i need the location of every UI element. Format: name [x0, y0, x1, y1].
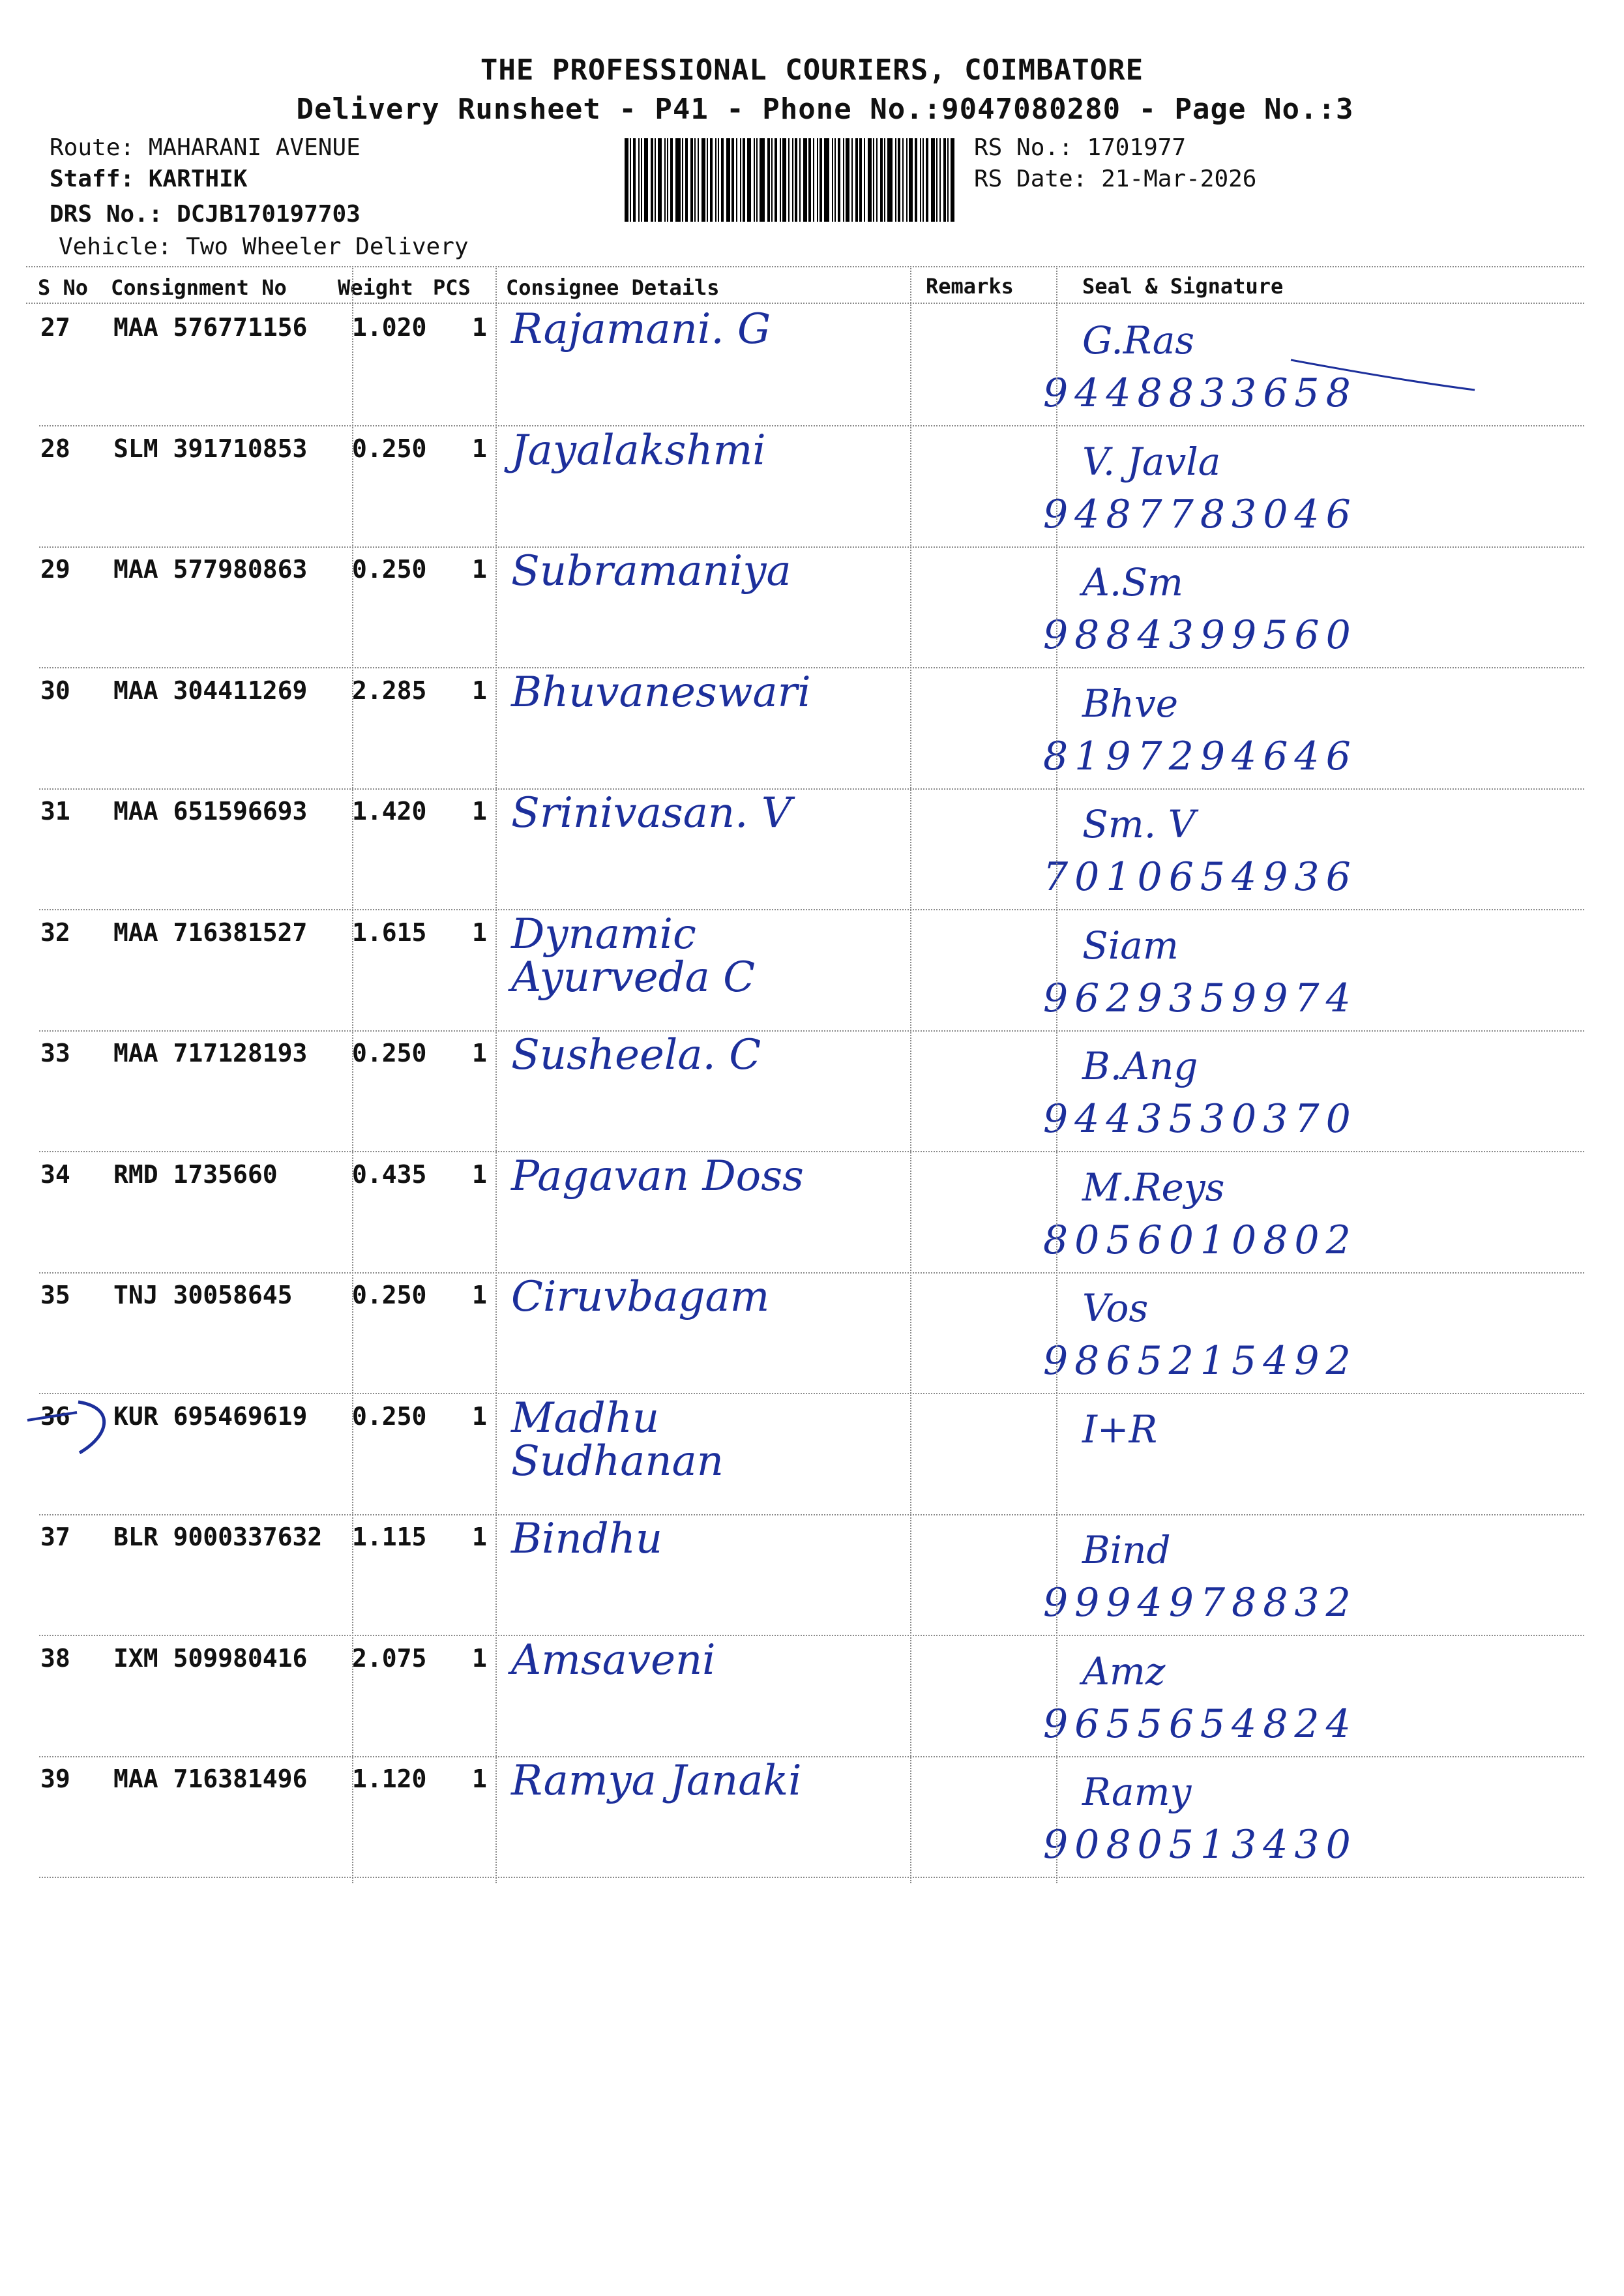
- handwritten-consignee: Bindhu: [511, 1515, 663, 1563]
- handwritten-phone: 9629359974: [1043, 976, 1357, 1021]
- cell-weight: 2.075: [352, 1644, 427, 1673]
- handwritten-phone: 8197294646: [1043, 734, 1357, 779]
- cell-sno: 36: [40, 1402, 70, 1431]
- handwritten-phone: 7010654936: [1043, 854, 1357, 900]
- vehicle-label: Vehicle: Two Wheeler Delivery: [59, 233, 469, 260]
- cell-weight: 0.435: [352, 1160, 427, 1189]
- cell-pcs: 1: [472, 797, 487, 826]
- handwritten-consignee: Bhuvaneswari: [511, 668, 811, 717]
- handwritten-consignee: Srinivasan. V: [511, 789, 792, 837]
- cell-sno: 31: [40, 797, 70, 826]
- drs-number: DRS No.: DCJB170197703: [50, 201, 361, 228]
- staff-label: Staff: KARTHIK: [50, 166, 248, 192]
- cell-consignment: TNJ 30058645: [113, 1281, 293, 1309]
- handwritten-phone: 9655654824: [1043, 1701, 1357, 1747]
- cell-consignment: MAA 717128193: [113, 1039, 308, 1067]
- rs-number: RS No.: 1701977: [974, 134, 1187, 161]
- col-header-pcs: PCS: [433, 275, 471, 300]
- cell-weight: 1.615: [352, 918, 427, 947]
- cell-consignment: MAA 651596693: [113, 797, 308, 826]
- cell-pcs: 1: [472, 313, 487, 342]
- cell-consignment: MAA 576771156: [113, 313, 308, 342]
- runsheet-title: Delivery Runsheet - P41 - Phone No.:9047080280 - Page No.:3: [296, 93, 1354, 126]
- cell-sno: 33: [40, 1039, 70, 1067]
- handwritten-phone: 9487783046: [1043, 492, 1357, 537]
- cell-sno: 32: [40, 918, 70, 947]
- handwritten-signature: M.Reys: [1082, 1165, 1225, 1210]
- cell-pcs: 1: [472, 1160, 487, 1189]
- cell-pcs: 1: [472, 1039, 487, 1067]
- cell-weight: 0.250: [352, 1402, 427, 1431]
- cell-weight: 0.250: [352, 1039, 427, 1067]
- handwritten-phone: 9080513430: [1043, 1822, 1357, 1868]
- cell-sno: 38: [40, 1644, 70, 1673]
- cell-pcs: 1: [472, 434, 487, 463]
- handwritten-consignee: Amsaveni: [511, 1636, 716, 1684]
- cell-pcs: 1: [472, 1765, 487, 1793]
- cell-consignment: SLM 391710853: [113, 434, 308, 463]
- handwritten-phone: 9865215492: [1043, 1338, 1357, 1384]
- col-header-weight: Weight: [338, 275, 413, 300]
- handwritten-signature: Amz: [1082, 1649, 1166, 1693]
- cell-consignment: IXM 509980416: [113, 1644, 308, 1673]
- cell-weight: 0.250: [352, 434, 427, 463]
- col-header-sno: S No: [38, 275, 89, 300]
- handwritten-signature: Sm. V: [1082, 802, 1196, 846]
- handwritten-signature: Bind: [1082, 1528, 1171, 1572]
- company-title: THE PROFESSIONAL COURIERS, COIMBATORE: [480, 53, 1144, 87]
- col-header-consignment: Consignment No: [111, 275, 287, 300]
- handwritten-signature: B.Ang: [1082, 1044, 1198, 1088]
- handwritten-signature: A.Sm: [1082, 560, 1184, 604]
- handwritten-consignee: Madhu Sudhanan: [511, 1394, 724, 1485]
- cell-pcs: 1: [472, 918, 487, 947]
- cell-pcs: 1: [472, 1281, 487, 1309]
- handwritten-signature: I+R: [1082, 1407, 1158, 1452]
- cell-consignment: KUR 695469619: [113, 1402, 308, 1431]
- handwritten-consignee: Pagavan Doss: [511, 1152, 804, 1200]
- cell-sno: 35: [40, 1281, 70, 1309]
- cell-pcs: 1: [472, 1402, 487, 1431]
- cell-weight: 1.115: [352, 1523, 427, 1551]
- cell-weight: 1.120: [352, 1765, 427, 1793]
- cell-consignment: MAA 716381527: [113, 918, 308, 947]
- handwritten-consignee: Subramaniya: [511, 547, 791, 595]
- handwritten-consignee: Jayalakshmi: [511, 426, 766, 475]
- handwritten-consignee: Rajamani. G: [511, 305, 771, 353]
- handwritten-consignee: Ramya Janaki: [511, 1757, 802, 1805]
- cell-consignment: MAA 304411269: [113, 676, 308, 705]
- handwritten-signature: Bhve: [1082, 681, 1179, 726]
- handwritten-signature: Ramy: [1082, 1770, 1192, 1814]
- handwritten-signature: Vos: [1082, 1286, 1149, 1330]
- cell-sno: 34: [40, 1160, 70, 1189]
- handwritten-phone: 9443530370: [1043, 1096, 1357, 1142]
- cell-pcs: 1: [472, 1644, 487, 1673]
- cell-sno: 30: [40, 676, 70, 705]
- cell-pcs: 1: [472, 555, 487, 584]
- col-header-remarks: Remarks: [926, 274, 1014, 299]
- cell-sno: 28: [40, 434, 70, 463]
- cell-pcs: 1: [472, 1523, 487, 1551]
- handwritten-phone: 8056010802: [1043, 1217, 1357, 1263]
- cell-sno: 39: [40, 1765, 70, 1793]
- handwritten-consignee: Dynamic Ayurveda C: [511, 910, 756, 1002]
- handwritten-phone: 9994978832: [1043, 1580, 1357, 1626]
- rs-date: RS Date: 21-Mar-2026: [974, 166, 1257, 192]
- handwritten-signature: Siam: [1082, 923, 1179, 968]
- cell-weight: 1.020: [352, 313, 427, 342]
- cell-sno: 27: [40, 313, 70, 342]
- handwritten-consignee: Susheela. C: [511, 1031, 761, 1079]
- handwritten-consignee: Ciruvbagam: [511, 1273, 770, 1321]
- cell-consignment: BLR 9000337632: [113, 1523, 323, 1551]
- handwritten-phone: 9884399560: [1043, 612, 1357, 658]
- cell-weight: 0.250: [352, 555, 427, 584]
- handwritten-phone: 9448833658: [1043, 370, 1357, 416]
- cell-weight: 0.250: [352, 1281, 427, 1309]
- cell-consignment: MAA 577980863: [113, 555, 308, 584]
- handwritten-signature: G.Ras: [1082, 318, 1195, 363]
- cell-sno: 29: [40, 555, 70, 584]
- cell-weight: 2.285: [352, 676, 427, 705]
- cell-pcs: 1: [472, 676, 487, 705]
- col-header-consignee: Consignee Details: [506, 275, 720, 300]
- col-header-signature: Seal & Signature: [1082, 274, 1284, 299]
- handwritten-signature: V. Javla: [1082, 440, 1221, 484]
- cell-weight: 1.420: [352, 797, 427, 826]
- cell-sno: 37: [40, 1523, 70, 1551]
- cell-consignment: RMD 1735660: [113, 1160, 278, 1189]
- route-label: Route: MAHARANI AVENUE: [50, 134, 361, 161]
- cell-consignment: MAA 716381496: [113, 1765, 308, 1793]
